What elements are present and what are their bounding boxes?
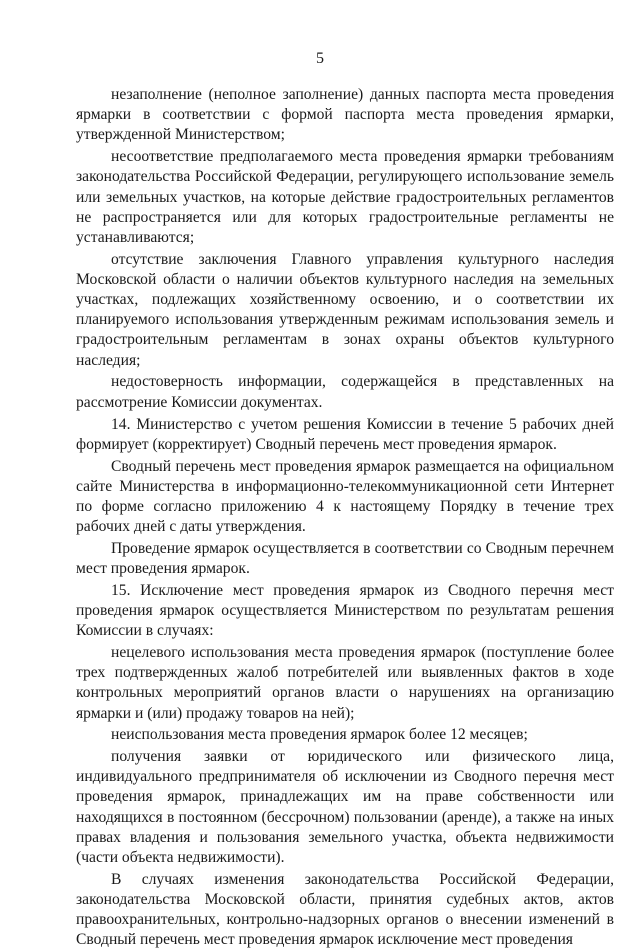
- paragraph-application: получения заявки от юридического или физического лица, индивидуального предпринимателя об исключении из Сводного перечня мест проведения ярмарок, принадлежащих им на праве собственности или находящихся в постоянном (бессрочном) пользовании (аренде), а также на иных правах владения и пользования земельного участка, объекта недвижимости (части объекта недвижимости).: [76, 748, 614, 867]
- document-body: [76, 85, 614, 952]
- paragraph-misuse: нецелевого использования места проведения ярмарок (поступление более трех подтвержденных жалоб потребителей или выявленных фактов в ходе контрольных мероприятий органов власти о нарушениях на организацию ярмарки и (или) продажу товаров на ней);: [76, 643, 614, 722]
- paragraph-incomplete-passport: незаполнение (неполное заполнение) данных паспорта места проведения ярмарки в соответствии с формой паспорта места проведения ярмарки, утвержденной Министерством;: [76, 86, 614, 144]
- paragraph-unreliable-information: недостоверность информации, содержащейся в представленных на рассмотрение Комиссии документах.: [76, 373, 614, 411]
- paragraph-noncompliance-legislation: несоответствие предполагаемого места проведения ярмарки требованиям законодательства Российской Федерации, регулирующего использование земель или земельных участков, на которые действие градостроительных регламентов не распространяется или для которых градостроительные регламенты не устанавливаются;: [76, 148, 614, 246]
- paragraph-fairs-conduct: Проведение ярмарок осуществляется в соответствии со Сводным перечнем мест проведения ярмарок.: [76, 539, 614, 578]
- paragraph-item-15: 15. Исключение мест проведения ярмарок из Сводного перечня мест проведения ярмарок осуществляется Министерством по результатам решения Комиссии в случаях:: [76, 581, 614, 640]
- paragraph-nonuse: неиспользования места проведения ярмарок более 12 месяцев;: [111, 726, 528, 744]
- page-number: 5: [316, 50, 324, 67]
- paragraph-item-14: 14. Министерство с учетом решения Комиссии в течение 5 рабочих дней формирует (корректирует) Сводный перечень мест проведения ярмарок.: [76, 415, 614, 453]
- paragraph-cultural-heritage-conclusion: отсутствие заключения Главного управления культурного наследия Московской области о наличии объектов культурного наследия на земельных участках, подлежащих хозяйственному освоению, и о соответствии их планируемого использования утвержденным режимам использования земель и градостроительным регламентам в зонах охраны объектов культурного наследия;: [76, 250, 614, 369]
- paragraph-publication: Сводный перечень мест проведения ярмарок размещается на официальном сайте Министерства в информационно-телекоммуникационной сети Интернет по форме согласно приложению 4 к настоящему Порядку в течение трех рабочих дней с даты утверждения.: [76, 457, 614, 536]
- paragraph-legislation-changes: В случаях изменения законодательства Российской Федерации, законодательства Московской области, принятия судебных актов, актов правоохранительных, контрольно-надзорных органов о внесении изменений в Сводный перечень мест проведения ярмарок исключение мест проведения: [76, 870, 614, 949]
